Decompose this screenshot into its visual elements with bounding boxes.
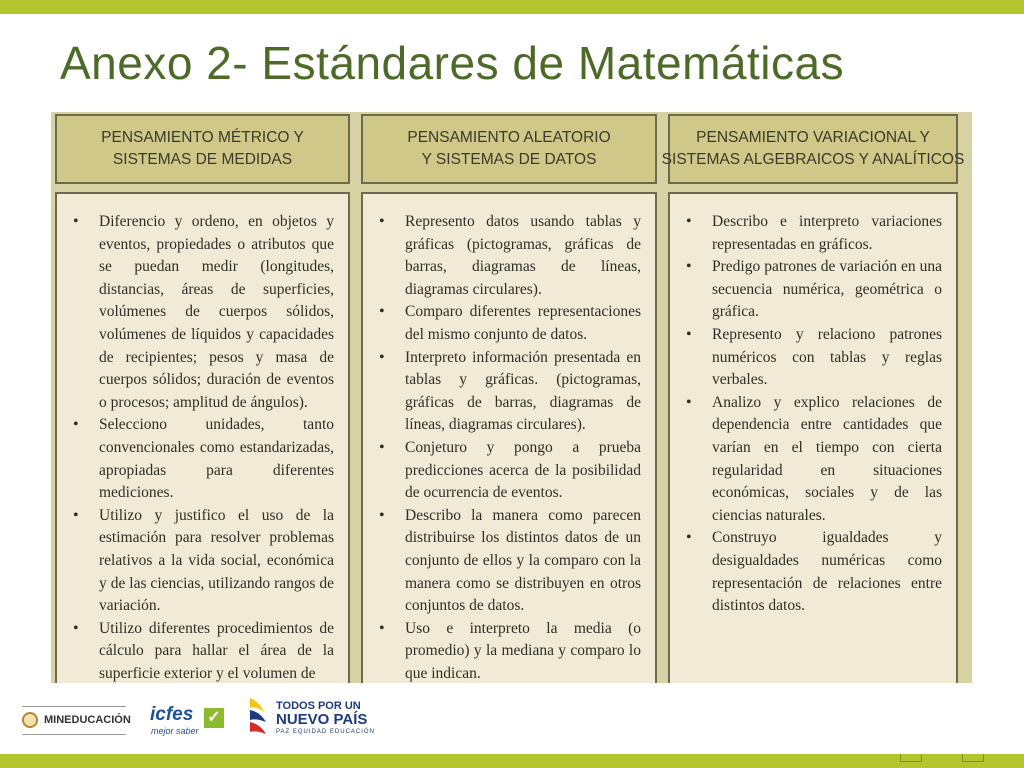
column-header-aleatorio xyxy=(361,114,657,184)
standard-item-text: Comparo diferentes representaciones del mismo conjunto de datos. xyxy=(405,303,641,343)
standard-item-text: Describo e interpreto variaciones representadas en gráficos. xyxy=(712,213,942,253)
standard-item xyxy=(71,505,334,618)
coat-of-arms-icon xyxy=(22,712,38,728)
standard-item xyxy=(377,347,641,437)
bullet-icon: • xyxy=(686,529,692,547)
bullet-icon: • xyxy=(379,506,385,524)
corner-tab-icon xyxy=(962,754,984,762)
icfes-label: icfes xyxy=(150,704,194,725)
standard-item-text: Interpreto información presentada en tablas y gráficas. (pictogramas, gráficas de barras, diagramas de líneas, diagramas circulares). xyxy=(405,348,641,434)
standard-item xyxy=(684,392,942,528)
gov-slogan-line1: TODOS POR UN xyxy=(276,700,361,712)
standard-item-text: Predigo patrones de variación en una secuencia numérica, geométrica o gráfica. xyxy=(712,258,942,321)
standard-item xyxy=(71,211,334,414)
logo-rule xyxy=(22,706,126,707)
standard-item xyxy=(377,211,641,301)
column-header-line: PENSAMIENTO MÉTRICO Y xyxy=(101,129,304,146)
logo-rule xyxy=(22,734,126,735)
column-header-variacional xyxy=(661,114,965,184)
column-header-line: PENSAMIENTO ALEATORIO xyxy=(407,129,611,146)
standard-item xyxy=(71,618,334,683)
bullet-icon: • xyxy=(379,438,385,456)
gov-slogan-line3: PAZ EQUIDAD EDUCACIÓN xyxy=(276,729,375,735)
mineducacion-logo xyxy=(22,712,131,728)
standard-item-text: Selecciono unidades, tanto convencionales como estandarizadas, apropiadas para diferentes mediciones. xyxy=(99,416,334,502)
standard-item xyxy=(377,505,641,618)
corner-decorations xyxy=(0,754,1024,768)
standard-item xyxy=(684,211,942,256)
bullet-icon: • xyxy=(686,213,692,230)
icfes-tagline: mejor saber xyxy=(151,726,199,736)
standard-item xyxy=(377,437,641,505)
standard-item-text: Conjeturo y pongo a prueba predicciones acerca de la posibilidad de ocurrencia de eventos. xyxy=(405,438,641,502)
column-header-line: SISTEMAS ALGEBRAICOS Y ANALÍTICOS xyxy=(661,151,965,168)
bullet-icon: • xyxy=(379,619,385,637)
standard-item-text: Utilizo y justifico el uso de la estimación para resolver problemas relativos a la vida social, económica y de las ciencias, utilizando rangos de variación. xyxy=(99,506,334,615)
standard-item-text: Represento y relaciono patrones numéricos con tablas y reglas verbales. xyxy=(712,325,942,389)
bullet-icon: • xyxy=(73,213,79,230)
column-header-metrico xyxy=(55,114,350,184)
colombia-flag-mark-icon xyxy=(246,696,270,736)
bullet-icon: • xyxy=(73,506,79,524)
standards-list xyxy=(71,211,334,683)
column-header-line: PENSAMIENTO VARIACIONAL Y xyxy=(696,129,930,146)
standard-item xyxy=(684,527,942,617)
mineducacion-label: MINEDUCACIÓN xyxy=(44,714,131,726)
footer-cover xyxy=(752,683,1024,754)
footer-logos xyxy=(0,684,375,750)
standard-item-text: Construyo igualdades y desigualdades numéricas como representación de relaciones entre distintos datos. xyxy=(712,529,942,615)
bullet-icon: • xyxy=(686,325,692,343)
standard-item-text: Analizo y explico relaciones de dependencia entre cantidades que varían en el tiempo con cierta regularidad en situaciones económicas, sociales y de las ciencias naturales. xyxy=(712,393,942,524)
standard-item xyxy=(377,301,641,346)
standard-item xyxy=(684,256,942,324)
standard-item-text: Uso e interpreto la media (o promedio) y la mediana y comparo lo que indican. xyxy=(405,619,641,682)
column-header-line: SISTEMAS DE MEDIDAS xyxy=(112,151,293,168)
bullet-icon: • xyxy=(379,348,385,366)
standard-item-text: Represento datos usando tablas y gráficas (pictogramas, gráficas de barras, diagramas de líneas, diagramas circulares). xyxy=(405,213,641,298)
column-body-aleatorio xyxy=(361,192,657,683)
standards-table xyxy=(51,112,972,683)
government-logo xyxy=(246,696,375,740)
corner-tab-icon xyxy=(900,754,922,762)
bullet-icon: • xyxy=(686,258,692,276)
bullet-icon: • xyxy=(379,303,385,321)
standard-item-text: Describo la manera como parecen distribuirse los distintos datos de un conjunto de ellos y la comparo con la manera como se distribuyen en otros conjuntos de datos. xyxy=(405,506,641,615)
bullet-icon: • xyxy=(686,393,692,411)
column-body-metrico xyxy=(55,192,350,683)
standard-item-text: Utilizo diferentes procedimientos de cálculo para hallar el área de la superficie exterior y el volumen de xyxy=(99,619,334,682)
standard-item xyxy=(684,324,942,392)
standard-item xyxy=(377,618,641,683)
standards-list xyxy=(377,211,641,683)
checkmark-icon: ✓ xyxy=(204,708,224,728)
standard-item-text: Diferencio y ordeno, en objetos y eventos, propiedades o atributos que se puedan medir (longitudes, distancias, áreas de superficies, volúmenes de cuerpos sólidos, volúmenes de líquidos y capacidades de recipientes; pesos y masa de cuerpos sólidos; duración de eventos o procesos; amplitud de ángulos). xyxy=(99,213,334,411)
column-body-variacional xyxy=(668,192,958,683)
bullet-icon: • xyxy=(73,619,79,637)
gov-slogan-line2: NUEVO PAÍS xyxy=(276,711,368,728)
top-accent-bar xyxy=(0,0,1024,14)
slide-title: Anexo 2- Estándares de Matemáticas xyxy=(60,37,845,89)
column-header-line: Y SISTEMAS DE DATOS xyxy=(421,151,597,168)
bullet-icon: • xyxy=(73,416,79,434)
standards-list xyxy=(684,211,942,618)
icfes-logo xyxy=(150,704,230,738)
bullet-icon: • xyxy=(379,213,385,230)
standard-item xyxy=(71,414,334,504)
